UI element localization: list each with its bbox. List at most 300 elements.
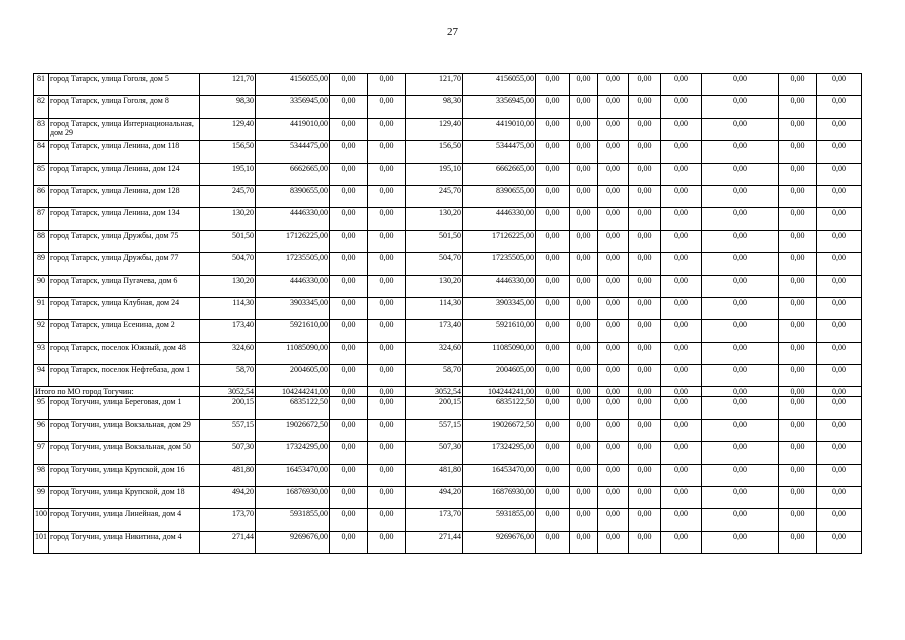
value-cell-c8: 0,00 [570,96,598,118]
value-cell-c8: 0,00 [570,342,598,364]
address-cell: город Тогучин, улица Вокзальная, дом 50 [49,442,200,464]
value-cell-c11: 0,00 [661,509,702,531]
value-cell-c3: 0,00 [330,253,368,275]
value-cell-c7: 0,00 [536,487,570,509]
value-cell-c4: 0,00 [368,464,406,486]
value-cell-c11: 0,00 [661,487,702,509]
value-cell-c12: 0,00 [702,509,779,531]
value-cell-c2: 8390655,00 [256,185,330,207]
value-cell-c14: 0,00 [817,509,862,531]
value-cell-c4: 0,00 [368,342,406,364]
value-cell-c1: 114,30 [200,297,256,319]
value-cell-c6: 16453470,00 [463,464,536,486]
value-cell-c5: 130,20 [406,208,463,230]
value-cell-c14: 0,00 [817,118,862,140]
value-cell-c13: 0,00 [779,185,817,207]
value-cell-c10: 0,00 [629,141,661,163]
value-cell-c4: 0,00 [368,230,406,252]
value-cell-c14: 0,00 [817,297,862,319]
value-cell-c8: 0,00 [570,208,598,230]
value-cell-c11: 0,00 [661,230,702,252]
value-cell-c2: 104244241,00 [256,387,330,397]
value-cell-c6: 5921610,00 [463,320,536,342]
value-cell-c13: 0,00 [779,96,817,118]
value-cell-c11: 0,00 [661,419,702,441]
value-cell-c12: 0,00 [702,320,779,342]
value-cell-c14: 0,00 [817,74,862,96]
value-cell-c2: 11085090,00 [256,342,330,364]
table-row [34,275,862,297]
value-cell-c10: 0,00 [629,185,661,207]
value-cell-c4: 0,00 [368,163,406,185]
value-cell-c3: 0,00 [330,419,368,441]
table-row [34,185,862,207]
value-cell-c10: 0,00 [629,419,661,441]
row-number: 94 [34,365,49,387]
value-cell-c6: 8390655,00 [463,185,536,207]
value-cell-c9: 0,00 [598,185,629,207]
total-row [34,387,862,397]
value-cell-c8: 0,00 [570,397,598,419]
value-cell-c6: 4446330,00 [463,208,536,230]
row-number: 81 [34,74,49,96]
value-cell-c4: 0,00 [368,275,406,297]
value-cell-c2: 4446330,00 [256,275,330,297]
value-cell-c8: 0,00 [570,487,598,509]
value-cell-c1: 98,30 [200,96,256,118]
address-cell: город Тогучин, улица Береговая, дом 1 [49,397,200,419]
value-cell-c11: 0,00 [661,185,702,207]
value-cell-c1: 557,15 [200,419,256,441]
value-cell-c10: 0,00 [629,464,661,486]
value-cell-c14: 0,00 [817,342,862,364]
value-cell-c12: 0,00 [702,487,779,509]
address-cell: город Тогучин, улица Крупской, дом 16 [49,464,200,486]
address-cell: город Тогучин, улица Крупской, дом 18 [49,487,200,509]
value-cell-c13: 0,00 [779,163,817,185]
value-cell-c8: 0,00 [570,297,598,319]
value-cell-c12: 0,00 [702,208,779,230]
value-cell-c7: 0,00 [536,230,570,252]
value-cell-c5: 501,50 [406,230,463,252]
value-cell-c10: 0,00 [629,442,661,464]
value-cell-c13: 0,00 [779,208,817,230]
value-cell-c9: 0,00 [598,509,629,531]
value-cell-c1: 271,44 [200,531,256,553]
value-cell-c4: 0,00 [368,487,406,509]
value-cell-c8: 0,00 [570,320,598,342]
value-cell-c13: 0,00 [779,464,817,486]
value-cell-c12: 0,00 [702,163,779,185]
value-cell-c10: 0,00 [629,74,661,96]
value-cell-c13: 0,00 [779,397,817,419]
value-cell-c8: 0,00 [570,118,598,140]
total-label: Итого по МО город Тогучин: [34,387,200,397]
value-cell-c13: 0,00 [779,275,817,297]
value-cell-c2: 3356945,00 [256,96,330,118]
table-row [34,253,862,275]
value-cell-c1: 324,60 [200,342,256,364]
row-number: 101 [34,531,49,553]
value-cell-c6: 2004605,00 [463,365,536,387]
value-cell-c9: 0,00 [598,487,629,509]
value-cell-c4: 0,00 [368,118,406,140]
value-cell-c7: 0,00 [536,464,570,486]
table-row [34,208,862,230]
value-cell-c14: 0,00 [817,275,862,297]
value-cell-c13: 0,00 [779,74,817,96]
address-cell: город Татарск, улица Ленина, дом 134 [49,208,200,230]
value-cell-c4: 0,00 [368,387,406,397]
value-cell-c11: 0,00 [661,297,702,319]
value-cell-c10: 0,00 [629,118,661,140]
row-number: 95 [34,397,49,419]
value-cell-c4: 0,00 [368,419,406,441]
value-cell-c12: 0,00 [702,387,779,397]
value-cell-c2: 4419010,00 [256,118,330,140]
value-cell-c1: 494,20 [200,487,256,509]
value-cell-c6: 3903345,00 [463,297,536,319]
value-cell-c6: 5344475,00 [463,141,536,163]
value-cell-c8: 0,00 [570,387,598,397]
value-cell-c5: 98,30 [406,96,463,118]
table-row [34,509,862,531]
value-cell-c9: 0,00 [598,365,629,387]
value-cell-c11: 0,00 [661,74,702,96]
value-cell-c2: 17126225,00 [256,230,330,252]
value-cell-c9: 0,00 [598,464,629,486]
value-cell-c3: 0,00 [330,185,368,207]
value-cell-c2: 5921610,00 [256,320,330,342]
table-row [34,74,862,96]
value-cell-c1: 245,70 [200,185,256,207]
value-cell-c10: 0,00 [629,253,661,275]
value-cell-c2: 17235505,00 [256,253,330,275]
value-cell-c8: 0,00 [570,531,598,553]
table-row [34,118,862,140]
value-cell-c2: 5931855,00 [256,509,330,531]
value-cell-c14: 0,00 [817,96,862,118]
value-cell-c11: 0,00 [661,253,702,275]
row-number: 87 [34,208,49,230]
value-cell-c3: 0,00 [330,230,368,252]
value-cell-c2: 9269676,00 [256,531,330,553]
value-cell-c8: 0,00 [570,442,598,464]
value-cell-c7: 0,00 [536,419,570,441]
value-cell-c7: 0,00 [536,531,570,553]
value-cell-c7: 0,00 [536,275,570,297]
value-cell-c8: 0,00 [570,464,598,486]
value-cell-c5: 494,20 [406,487,463,509]
value-cell-c3: 0,00 [330,487,368,509]
table-row [34,397,862,419]
address-cell: город Татарск, улица Гоголя, дом 5 [49,74,200,96]
value-cell-c3: 0,00 [330,464,368,486]
value-cell-c1: 3052,54 [200,387,256,397]
value-cell-c2: 5344475,00 [256,141,330,163]
value-cell-c13: 0,00 [779,365,817,387]
value-cell-c3: 0,00 [330,320,368,342]
address-cell: город Татарск, улица Клубная, дом 24 [49,297,200,319]
value-cell-c6: 17126225,00 [463,230,536,252]
value-cell-c3: 0,00 [330,397,368,419]
value-cell-c11: 0,00 [661,320,702,342]
value-cell-c12: 0,00 [702,531,779,553]
value-cell-c1: 121,70 [200,74,256,96]
value-cell-c1: 173,40 [200,320,256,342]
value-cell-c4: 0,00 [368,320,406,342]
table-row [34,141,862,163]
value-cell-c3: 0,00 [330,118,368,140]
value-cell-c1: 173,70 [200,509,256,531]
value-cell-c10: 0,00 [629,320,661,342]
value-cell-c13: 0,00 [779,387,817,397]
value-cell-c7: 0,00 [536,253,570,275]
value-cell-c10: 0,00 [629,397,661,419]
table-row [34,230,862,252]
value-cell-c4: 0,00 [368,365,406,387]
value-cell-c10: 0,00 [629,531,661,553]
value-cell-c9: 0,00 [598,74,629,96]
value-cell-c2: 6662665,00 [256,163,330,185]
value-cell-c3: 0,00 [330,208,368,230]
value-cell-c11: 0,00 [661,342,702,364]
table-row [34,96,862,118]
value-cell-c5: 173,40 [406,320,463,342]
value-cell-c9: 0,00 [598,253,629,275]
value-cell-c9: 0,00 [598,342,629,364]
value-cell-c6: 11085090,00 [463,342,536,364]
value-cell-c13: 0,00 [779,141,817,163]
value-cell-c5: 557,15 [406,419,463,441]
page-number: 27 [447,26,458,38]
row-number: 92 [34,320,49,342]
value-cell-c4: 0,00 [368,253,406,275]
value-cell-c3: 0,00 [330,275,368,297]
value-cell-c10: 0,00 [629,365,661,387]
value-cell-c6: 3356945,00 [463,96,536,118]
value-cell-c10: 0,00 [629,387,661,397]
value-cell-c11: 0,00 [661,397,702,419]
address-cell: город Татарск, поселок Нефтебаза, дом 1 [49,365,200,387]
address-cell: город Тогучин, улица Вокзальная, дом 29 [49,419,200,441]
value-cell-c5: 481,80 [406,464,463,486]
value-cell-c13: 0,00 [779,253,817,275]
value-cell-c5: 130,20 [406,275,463,297]
value-cell-c8: 0,00 [570,419,598,441]
value-cell-c5: 271,44 [406,531,463,553]
value-cell-c12: 0,00 [702,342,779,364]
value-cell-c5: 200,15 [406,397,463,419]
row-number: 96 [34,419,49,441]
value-cell-c14: 0,00 [817,464,862,486]
row-number: 85 [34,163,49,185]
value-cell-c13: 0,00 [779,297,817,319]
value-cell-c2: 16453470,00 [256,464,330,486]
value-cell-c7: 0,00 [536,163,570,185]
address-cell: город Тогучин, улица Линейная, дом 4 [49,509,200,531]
value-cell-c10: 0,00 [629,509,661,531]
value-cell-c7: 0,00 [536,208,570,230]
value-cell-c1: 507,30 [200,442,256,464]
value-cell-c4: 0,00 [368,74,406,96]
value-cell-c13: 0,00 [779,419,817,441]
value-cell-c5: 3052,54 [406,387,463,397]
address-cell: город Тогучин, улица Никитина, дом 4 [49,531,200,553]
value-cell-c9: 0,00 [598,419,629,441]
value-cell-c11: 0,00 [661,141,702,163]
value-cell-c2: 4156055,00 [256,74,330,96]
value-cell-c13: 0,00 [779,320,817,342]
row-number: 91 [34,297,49,319]
value-cell-c12: 0,00 [702,442,779,464]
row-number: 86 [34,185,49,207]
value-cell-c3: 0,00 [330,442,368,464]
value-cell-c4: 0,00 [368,442,406,464]
value-cell-c14: 0,00 [817,487,862,509]
value-cell-c7: 0,00 [536,185,570,207]
value-cell-c9: 0,00 [598,141,629,163]
table-row [34,320,862,342]
value-cell-c5: 114,30 [406,297,463,319]
value-cell-c13: 0,00 [779,531,817,553]
value-cell-c14: 0,00 [817,163,862,185]
value-cell-c12: 0,00 [702,230,779,252]
value-cell-c8: 0,00 [570,74,598,96]
value-cell-c2: 4446330,00 [256,208,330,230]
value-cell-c2: 6835122,50 [256,397,330,419]
value-cell-c7: 0,00 [536,509,570,531]
value-cell-c9: 0,00 [598,96,629,118]
value-cell-c14: 0,00 [817,208,862,230]
value-cell-c9: 0,00 [598,387,629,397]
value-cell-c7: 0,00 [536,442,570,464]
value-cell-c4: 0,00 [368,297,406,319]
value-cell-c4: 0,00 [368,141,406,163]
address-cell: город Татарск, улица Пугачева, дом 6 [49,275,200,297]
value-cell-c5: 324,60 [406,342,463,364]
value-cell-c11: 0,00 [661,118,702,140]
value-cell-c8: 0,00 [570,185,598,207]
value-cell-c1: 130,20 [200,208,256,230]
table-row [34,442,862,464]
value-cell-c1: 129,40 [200,118,256,140]
address-cell: город Татарск, улица Есенина, дом 2 [49,320,200,342]
value-cell-c2: 16876930,00 [256,487,330,509]
value-cell-c9: 0,00 [598,118,629,140]
value-cell-c1: 200,15 [200,397,256,419]
value-cell-c6: 9269676,00 [463,531,536,553]
value-cell-c12: 0,00 [702,419,779,441]
value-cell-c12: 0,00 [702,74,779,96]
value-cell-c9: 0,00 [598,531,629,553]
value-cell-c6: 104244241,00 [463,387,536,397]
value-cell-c10: 0,00 [629,96,661,118]
value-cell-c7: 0,00 [536,365,570,387]
value-cell-c3: 0,00 [330,531,368,553]
table-row [34,487,862,509]
value-cell-c11: 0,00 [661,275,702,297]
value-cell-c9: 0,00 [598,320,629,342]
address-cell: город Татарск, улица Ленина, дом 128 [49,185,200,207]
row-number: 98 [34,464,49,486]
value-cell-c11: 0,00 [661,96,702,118]
value-cell-c5: 507,30 [406,442,463,464]
value-cell-c6: 17324295,00 [463,442,536,464]
value-cell-c11: 0,00 [661,163,702,185]
table-row [34,342,862,364]
row-number: 93 [34,342,49,364]
value-cell-c13: 0,00 [779,487,817,509]
value-cell-c12: 0,00 [702,464,779,486]
value-cell-c6: 17235505,00 [463,253,536,275]
value-cell-c1: 481,80 [200,464,256,486]
table-row [34,365,862,387]
row-number: 90 [34,275,49,297]
value-cell-c14: 0,00 [817,531,862,553]
value-cell-c13: 0,00 [779,509,817,531]
value-cell-c7: 0,00 [536,96,570,118]
value-cell-c6: 19026672,50 [463,419,536,441]
value-cell-c1: 504,70 [200,253,256,275]
value-cell-c11: 0,00 [661,442,702,464]
value-cell-c12: 0,00 [702,297,779,319]
value-cell-c14: 0,00 [817,185,862,207]
row-number: 100 [34,509,49,531]
value-cell-c7: 0,00 [536,118,570,140]
row-number: 83 [34,118,49,140]
value-cell-c10: 0,00 [629,297,661,319]
address-cell: город Татарск, улица Ленина, дом 118 [49,141,200,163]
address-cell: город Татарск, улица Дружбы, дом 75 [49,230,200,252]
value-cell-c7: 0,00 [536,141,570,163]
value-cell-c4: 0,00 [368,531,406,553]
value-cell-c9: 0,00 [598,397,629,419]
value-cell-c10: 0,00 [629,275,661,297]
value-cell-c5: 504,70 [406,253,463,275]
value-cell-c4: 0,00 [368,96,406,118]
value-cell-c11: 0,00 [661,365,702,387]
value-cell-c12: 0,00 [702,141,779,163]
value-cell-c8: 0,00 [570,230,598,252]
value-cell-c6: 16876930,00 [463,487,536,509]
value-cell-c12: 0,00 [702,275,779,297]
value-cell-c9: 0,00 [598,275,629,297]
value-cell-c5: 121,70 [406,74,463,96]
row-number: 99 [34,487,49,509]
value-cell-c8: 0,00 [570,275,598,297]
value-cell-c5: 58,70 [406,365,463,387]
table-row [34,531,862,553]
value-cell-c5: 195,10 [406,163,463,185]
value-cell-c3: 0,00 [330,141,368,163]
value-cell-c14: 0,00 [817,320,862,342]
value-cell-c6: 4156055,00 [463,74,536,96]
address-cell: город Татарск, улица Дружбы, дом 77 [49,253,200,275]
value-cell-c5: 173,70 [406,509,463,531]
value-cell-c14: 0,00 [817,230,862,252]
value-cell-c3: 0,00 [330,509,368,531]
address-cell: город Татарск, улица Интернациональная, дом 29 [49,118,200,140]
value-cell-c12: 0,00 [702,253,779,275]
table-row [34,297,862,319]
value-cell-c12: 0,00 [702,365,779,387]
value-cell-c12: 0,00 [702,185,779,207]
value-cell-c10: 0,00 [629,342,661,364]
value-cell-c6: 4419010,00 [463,118,536,140]
value-cell-c14: 0,00 [817,442,862,464]
value-cell-c12: 0,00 [702,96,779,118]
